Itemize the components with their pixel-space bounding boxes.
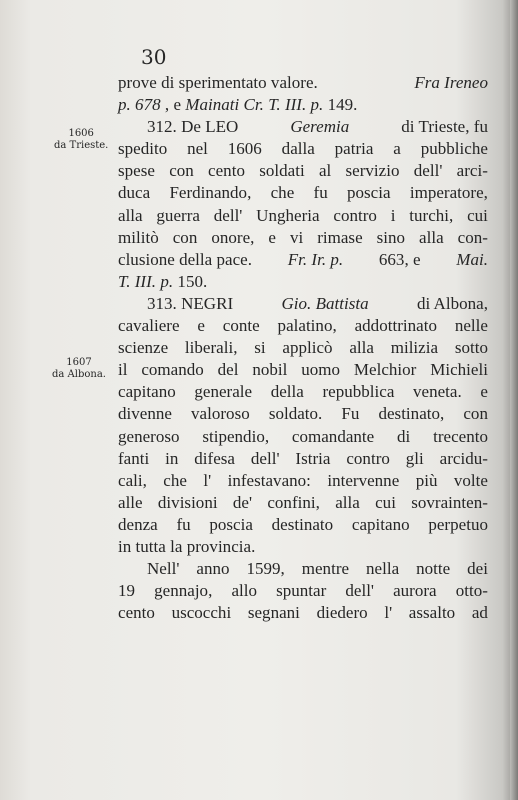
word: sino bbox=[376, 227, 406, 247]
word: servizio bbox=[345, 161, 400, 181]
citation-page-number: 150. bbox=[177, 271, 208, 291]
word: l' bbox=[203, 470, 212, 490]
person-origin: di Albona, bbox=[416, 293, 488, 313]
text-segment: clusione della pace. bbox=[118, 249, 252, 269]
word: conte bbox=[222, 316, 260, 336]
word: si bbox=[254, 338, 266, 358]
word: spedito bbox=[118, 139, 168, 159]
word: il bbox=[118, 360, 128, 380]
word: diedero bbox=[316, 603, 368, 623]
word: ad bbox=[471, 603, 488, 623]
word: volte bbox=[453, 470, 488, 490]
word: Melchior bbox=[353, 360, 417, 380]
word: Istria bbox=[295, 448, 331, 468]
text-line bbox=[118, 205, 488, 227]
word: Ungheria bbox=[256, 205, 320, 225]
margin-note-1607 bbox=[52, 357, 106, 381]
text-line bbox=[118, 337, 488, 359]
word: duca bbox=[118, 183, 151, 203]
word: soldato. bbox=[268, 404, 323, 424]
word: divenne bbox=[118, 404, 172, 424]
word: segnani bbox=[247, 603, 300, 623]
word: militò bbox=[118, 227, 159, 247]
person-given-name: Gio. Battista bbox=[281, 293, 369, 313]
word: spese bbox=[118, 161, 155, 181]
word: in bbox=[165, 448, 179, 468]
text-line bbox=[118, 182, 488, 204]
word: destinato bbox=[271, 514, 334, 534]
paragraph-start-line bbox=[118, 558, 488, 580]
word: sovrainten- bbox=[411, 492, 488, 512]
entry-number-surname: 313. NEGRI bbox=[147, 293, 234, 313]
margin-note-year: 1607 bbox=[66, 357, 92, 368]
margin-note-place: da Albona. bbox=[52, 369, 106, 380]
word: nella bbox=[366, 559, 400, 579]
word: allo bbox=[231, 581, 258, 601]
word: assalto bbox=[408, 603, 456, 623]
word: cavaliere bbox=[118, 316, 180, 336]
word: dell' bbox=[345, 581, 375, 601]
word: gennajo, bbox=[154, 581, 213, 601]
word: nobil bbox=[252, 360, 288, 380]
word: i bbox=[390, 205, 396, 225]
word: Ferdinando, bbox=[169, 183, 252, 203]
text-line bbox=[118, 492, 488, 514]
word: cali, bbox=[118, 470, 147, 490]
word: notte bbox=[416, 559, 451, 579]
word: divisioni bbox=[157, 492, 218, 512]
word: perpetuo bbox=[428, 514, 488, 534]
entry-number-surname: 312. De LEO bbox=[147, 117, 239, 137]
word: uscocchi bbox=[171, 603, 232, 623]
word: milizia bbox=[390, 338, 439, 358]
text-line bbox=[118, 381, 488, 403]
word: veneta. bbox=[413, 382, 462, 402]
word: spuntar bbox=[276, 581, 327, 601]
word: comandante bbox=[291, 426, 375, 446]
word: 19 bbox=[118, 581, 136, 601]
text-line bbox=[118, 138, 488, 160]
text-line bbox=[118, 403, 488, 425]
text-line bbox=[118, 470, 488, 492]
word: dell' bbox=[413, 161, 443, 181]
word: arcidu- bbox=[439, 448, 488, 468]
word: turchi, bbox=[409, 205, 454, 225]
word: capitano bbox=[351, 514, 410, 534]
word: otto- bbox=[455, 581, 488, 601]
word: che bbox=[163, 470, 187, 490]
entry-313-heading bbox=[118, 293, 488, 315]
word: dei bbox=[467, 559, 488, 579]
word: onore, bbox=[211, 227, 255, 247]
word: alla bbox=[419, 227, 444, 247]
word: al bbox=[318, 161, 332, 181]
word: con bbox=[463, 404, 488, 424]
page-edge-shadow bbox=[510, 0, 518, 800]
citation-source: Mainati Cr. T. III. p. bbox=[185, 95, 324, 115]
margin-note-place: da Trieste. bbox=[54, 140, 109, 151]
citation-author: Fr. Ir. p. bbox=[287, 249, 344, 269]
word: denza bbox=[118, 514, 158, 534]
word: dell' bbox=[250, 448, 280, 468]
word: cui bbox=[375, 492, 396, 512]
word: soldati bbox=[259, 161, 305, 181]
word: difesa bbox=[194, 448, 235, 468]
word: alle bbox=[118, 492, 143, 512]
word: destinato, bbox=[378, 404, 445, 424]
word: 1606 bbox=[227, 139, 262, 159]
word: nelle bbox=[454, 316, 488, 336]
word: di bbox=[397, 426, 411, 446]
word: della bbox=[270, 382, 304, 402]
text-line bbox=[118, 580, 488, 602]
word: trecento bbox=[433, 426, 488, 446]
citation-source: Mai. bbox=[456, 249, 488, 269]
word: a bbox=[393, 139, 401, 159]
margin-note-1606 bbox=[54, 128, 108, 152]
word: cento bbox=[208, 161, 245, 181]
word: cento bbox=[118, 603, 155, 623]
word: con bbox=[169, 161, 194, 181]
margin-note-year: 1606 bbox=[68, 128, 94, 139]
word: anno bbox=[196, 559, 230, 579]
word: guerra bbox=[156, 205, 200, 225]
word: Fu bbox=[341, 404, 360, 424]
word: fanti bbox=[118, 448, 150, 468]
word: pubbliche bbox=[420, 139, 488, 159]
word: Nell' bbox=[147, 559, 180, 579]
word: generale bbox=[194, 382, 253, 402]
word: contro bbox=[333, 205, 377, 225]
word: palatino, bbox=[277, 316, 337, 336]
word: nel bbox=[187, 139, 208, 159]
word: infestavano: bbox=[227, 470, 311, 490]
word: capitano bbox=[118, 382, 176, 402]
text-line bbox=[118, 271, 498, 293]
word: mentre bbox=[301, 559, 350, 579]
word: e bbox=[480, 382, 488, 402]
person-origin: di Trieste, fu bbox=[401, 117, 488, 137]
word: l' bbox=[384, 603, 393, 623]
page-number: 30 bbox=[141, 45, 167, 69]
word: fu bbox=[313, 183, 328, 203]
word: intervenne bbox=[327, 470, 400, 490]
word: uomo bbox=[301, 360, 341, 380]
citation-source: T. III. p. bbox=[118, 271, 174, 291]
word: con- bbox=[457, 227, 488, 247]
word: liberali, bbox=[184, 338, 238, 358]
word: patria bbox=[334, 139, 374, 159]
text-segment: , e bbox=[164, 95, 182, 115]
word: poscia bbox=[347, 183, 391, 203]
word: confini, bbox=[267, 492, 320, 512]
text-line bbox=[118, 602, 488, 624]
word: imperatore, bbox=[409, 183, 488, 203]
word: addottrinato bbox=[354, 316, 437, 336]
word: vi bbox=[289, 227, 304, 247]
word: scienze bbox=[118, 338, 169, 358]
text-line bbox=[118, 514, 488, 536]
word: applicò bbox=[282, 338, 333, 358]
word: dalla bbox=[281, 139, 315, 159]
word: Michieli bbox=[430, 360, 488, 380]
word: dell' bbox=[213, 205, 243, 225]
word: con bbox=[172, 227, 198, 247]
text-line bbox=[118, 94, 498, 116]
word: de' bbox=[232, 492, 253, 512]
text-line bbox=[118, 448, 488, 470]
word: che bbox=[270, 183, 295, 203]
text-line bbox=[118, 227, 488, 249]
text-line bbox=[118, 249, 488, 271]
word: più bbox=[415, 470, 438, 490]
word: contro bbox=[346, 448, 390, 468]
word: sotto bbox=[454, 338, 488, 358]
word: alla bbox=[118, 205, 143, 225]
page-body-text bbox=[118, 72, 498, 624]
word: generoso bbox=[118, 426, 180, 446]
word: rimase bbox=[317, 227, 363, 247]
text-segment: prove di sperimentato valore. bbox=[118, 73, 318, 92]
word: stipendio, bbox=[202, 426, 270, 446]
text-line bbox=[118, 160, 488, 182]
text-line bbox=[118, 72, 488, 94]
citation-page-number: 149. bbox=[327, 95, 358, 115]
text-line bbox=[118, 426, 488, 448]
person-given-name: Geremia bbox=[290, 117, 350, 137]
word: alla bbox=[349, 338, 374, 358]
text-line bbox=[118, 315, 488, 337]
word: valoroso bbox=[191, 404, 250, 424]
word: 1599, bbox=[246, 559, 285, 579]
word: cui bbox=[467, 205, 488, 225]
citation-author: Fra Ireneo bbox=[414, 73, 488, 92]
word: aurora bbox=[393, 581, 437, 601]
word: comando bbox=[141, 360, 204, 380]
word: e bbox=[268, 227, 276, 247]
text-line bbox=[118, 359, 488, 381]
word: gli bbox=[405, 448, 424, 468]
word: del bbox=[217, 360, 239, 380]
citation-page-number: 663, e bbox=[378, 249, 421, 269]
text-line: in tutta la provincia. bbox=[118, 536, 256, 556]
word: e bbox=[197, 316, 205, 336]
citation-page: p. 678 bbox=[118, 95, 161, 115]
word: repubblica bbox=[322, 382, 395, 402]
entry-312-heading bbox=[118, 116, 488, 138]
word: poscia bbox=[209, 514, 253, 534]
word: fu bbox=[176, 514, 191, 534]
word: alla bbox=[335, 492, 360, 512]
word: arci- bbox=[456, 161, 488, 181]
